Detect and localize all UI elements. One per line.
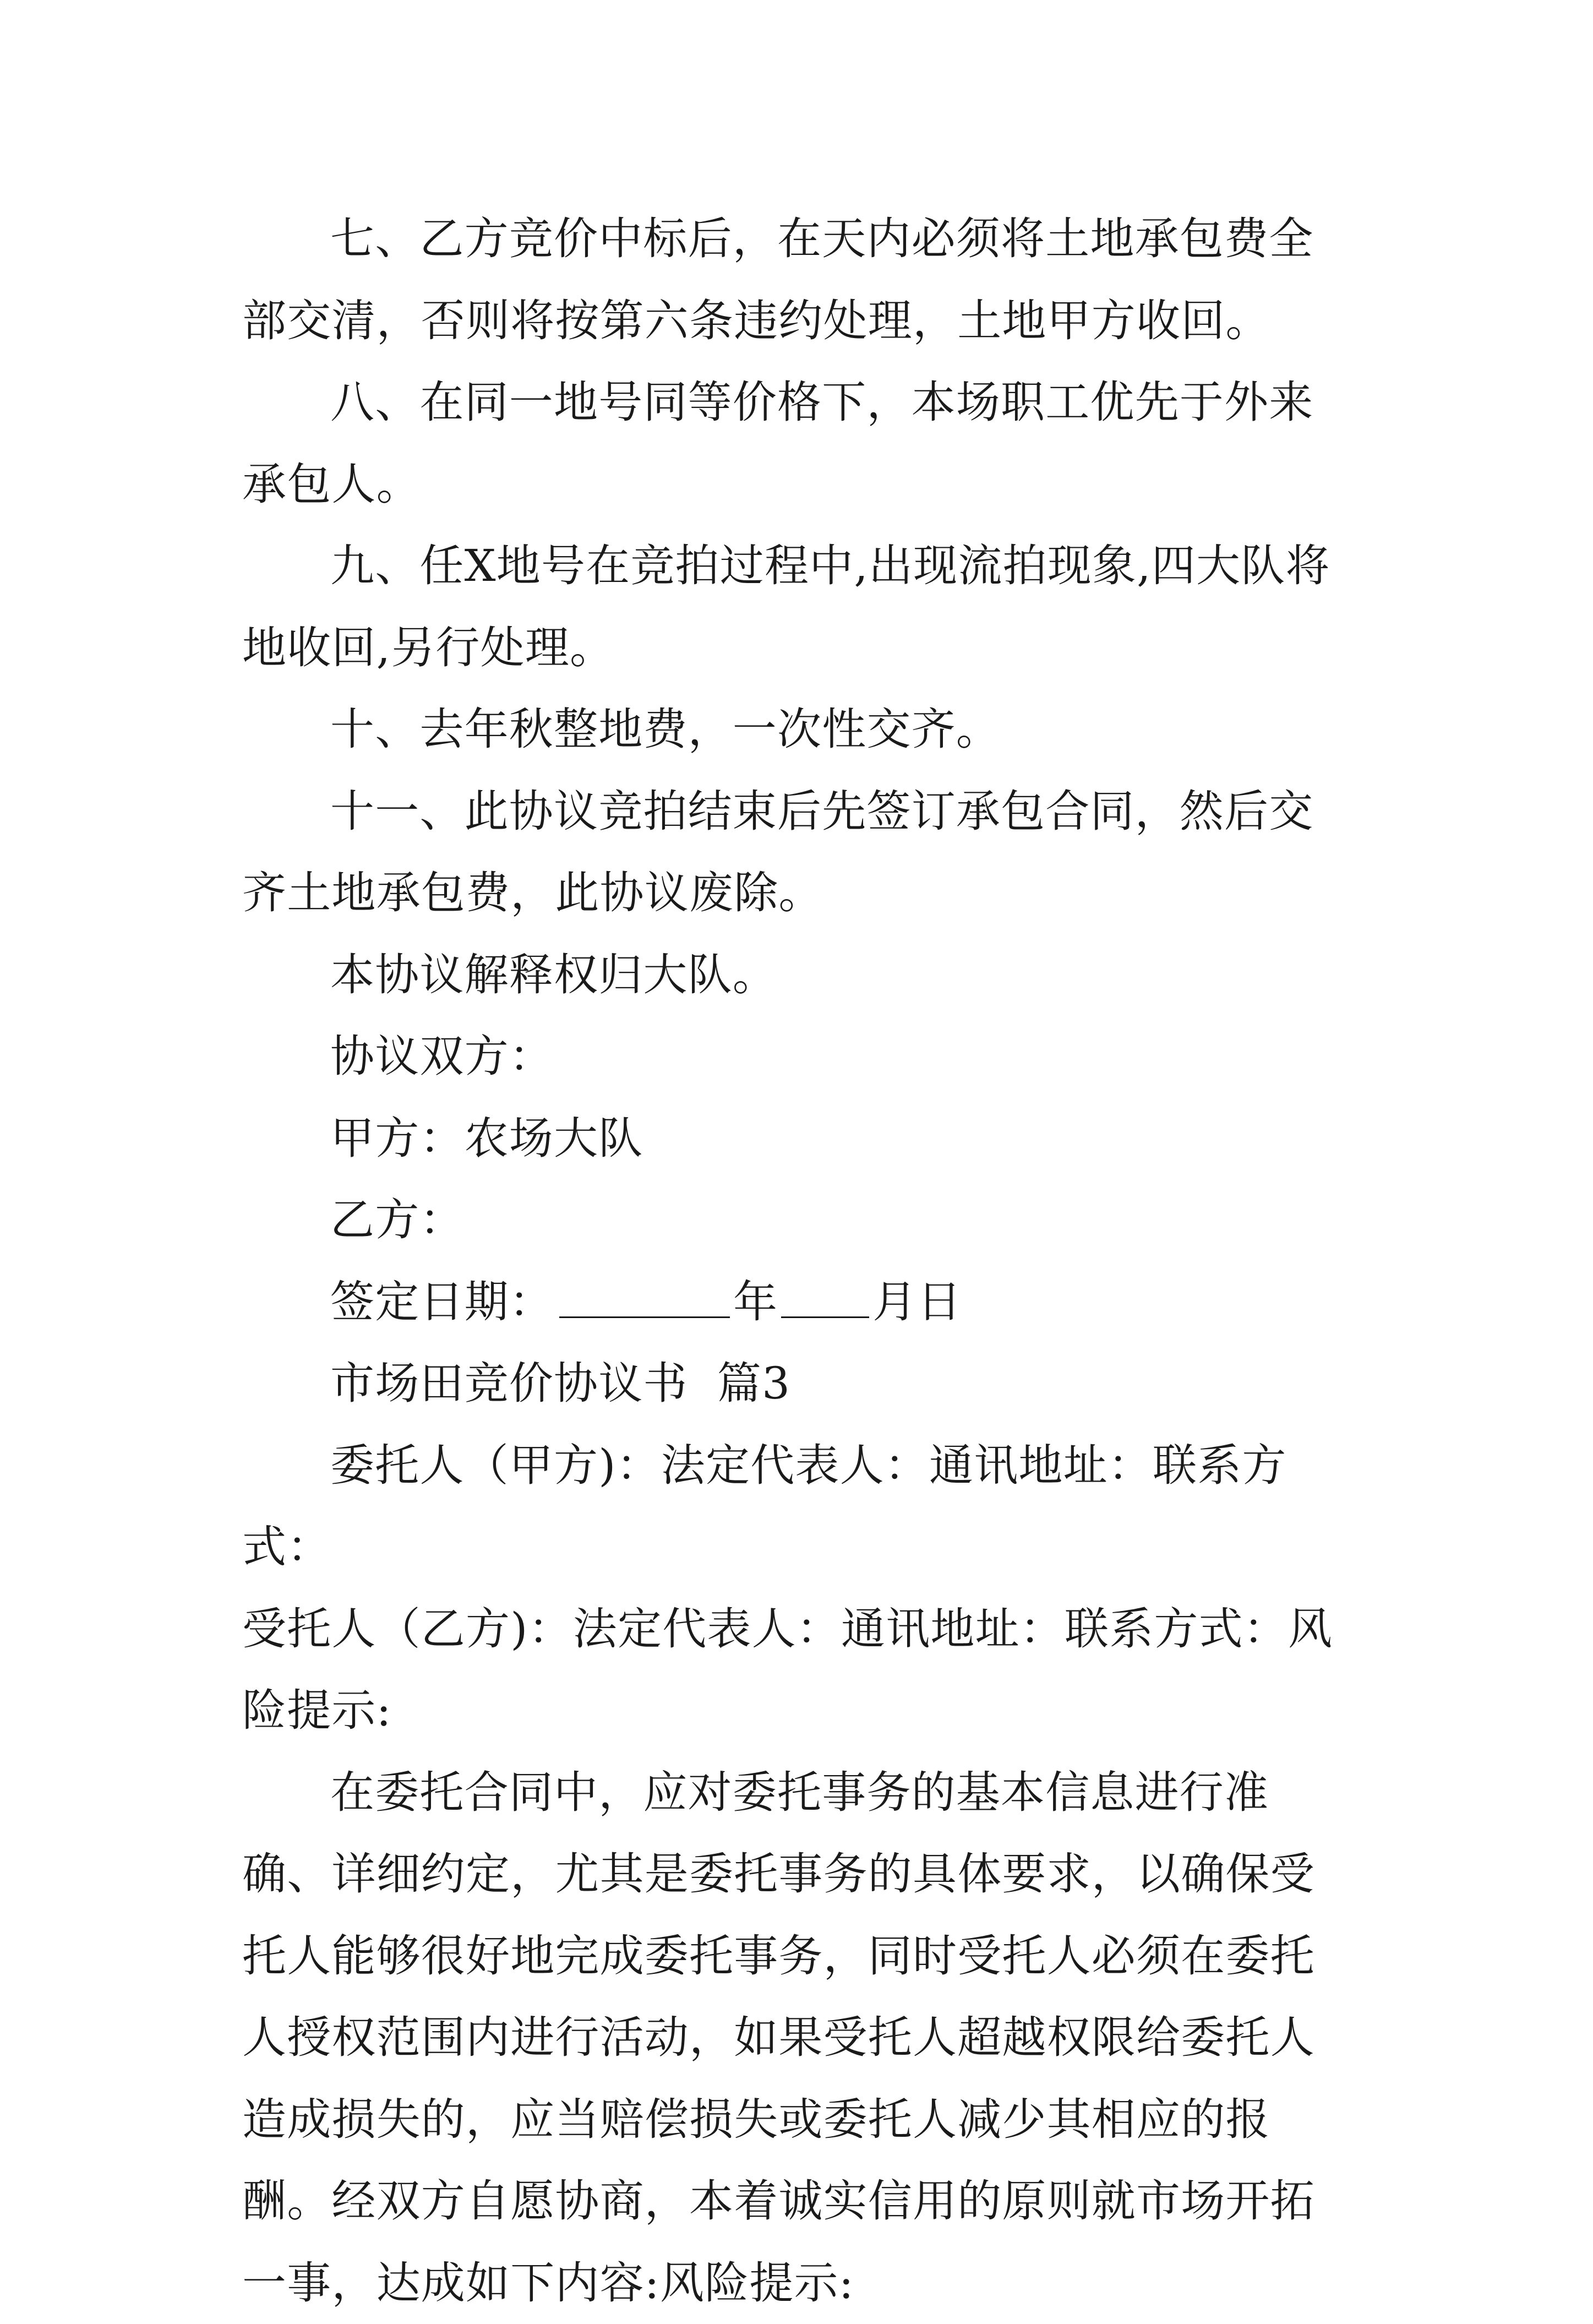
risk-paragraph: 在委托合同中，应对委托事务的基本信息进行准确、详细约定，尤其是委托事务的具体要求，以确保受托人能够很好地完成委托事务，同时受托人必须在委托人授权范围内进行活动，如果受托人超越权限给委托人造成损失的，应当赔偿损失或委托人减少其相应的报酬。经双方自愿协商，本着诚实信用的原则就市场开拓一事，达成如下内容:风险提示:: [242, 1752, 1354, 2324]
clause-11: 十一、此协议竞拍结束后先签订承包合同，然后交齐土地承包费，此协议废除。: [242, 771, 1354, 934]
month-char: 月: [872, 1276, 917, 1327]
clause-7: 七、乙方竞价中标后，在天内必须将土地承包费全部交清，否则将按第六条违约处理，土地甲方收回。: [242, 198, 1354, 362]
year-char: 年: [733, 1276, 778, 1327]
parties-heading: 协议双方：: [242, 1016, 1354, 1098]
document-body: [242, 198, 1354, 2324]
section-title: [242, 1343, 1354, 1425]
principal-line: 委托人（甲方)：法定代表人：通讯地址：联系方式：: [242, 1425, 1354, 1588]
clause-9: 九、任X地号在竞拍过程中,出现流拍现象,四大队将地收回,另行处理。: [242, 525, 1354, 689]
clause-8: 八、在同一地号同等价格下，本场职工优先于外来承包人。: [242, 362, 1354, 525]
signing-date-line: [242, 1261, 1354, 1343]
party-b: 乙方：: [242, 1179, 1354, 1261]
interpretation-note: 本协议解释权归大队。: [242, 934, 1354, 1016]
party-a: 甲方：农场大队: [242, 1098, 1354, 1180]
clause-10: 十、去年秋整地费，一次性交齐。: [242, 689, 1354, 771]
signing-date-label: 签定日期：: [330, 1276, 554, 1327]
month-blank: [781, 1278, 869, 1318]
year-blank: [559, 1278, 730, 1318]
section-title-text: 市场田竞价协议书: [330, 1358, 688, 1409]
section-part: 篇3: [717, 1358, 790, 1409]
agent-line: 受托人（乙方)：法定代表人：通讯地址：联系方式：风险提示:: [242, 1588, 1354, 1752]
day-char: 日: [917, 1276, 962, 1327]
